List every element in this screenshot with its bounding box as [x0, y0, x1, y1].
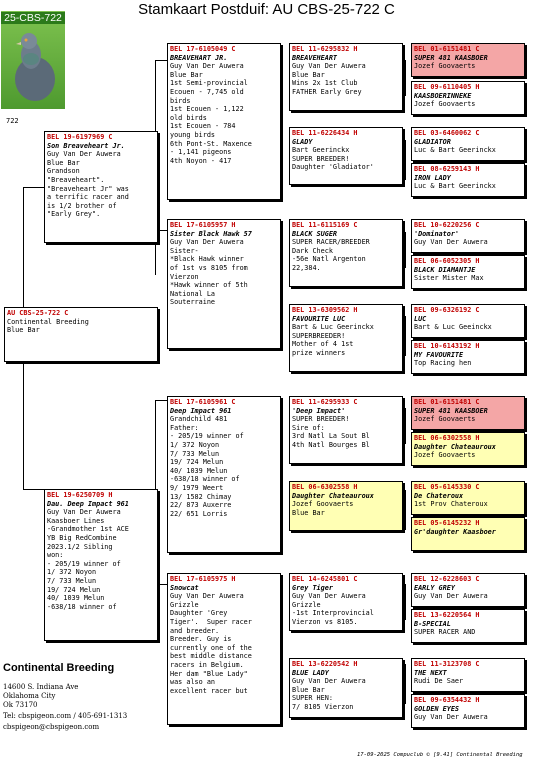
pedigree-card-gen5[interactable]: BEL 03-6460062 C GLADIATOR Luc & Bart Geerinckx	[411, 127, 525, 161]
photo-label: 25-CBS-722	[1, 12, 65, 24]
footer-text: 17-09-2025 Compuclub © [9.41] Continental Breeding	[357, 752, 523, 758]
pedigree-card-gen5[interactable]: BEL 05-6145330 C De Chateroux 1st Prov Chateroux	[411, 481, 525, 515]
pedigree-card-gen5[interactable]: BEL 09-6354432 H GOLDEN EYES Guy Van Der Auwera	[411, 694, 525, 728]
pedigree-card-gen5[interactable]: BEL 06-6052305 H BLACK DIAMANTJE Sister Mister Max	[411, 255, 525, 289]
photo-ring-number: 722	[6, 117, 19, 125]
pedigree-card-gen5[interactable]: BEL 12-6228603 C EARLY GREY Guy Van Der Auwera	[411, 573, 525, 607]
pedigree-card-gen5[interactable]: BEL 09-6326192 C LUC Bart & Luc Geeinckx	[411, 304, 525, 338]
pigeon-icon	[1, 11, 65, 109]
pedigree-card-gen5[interactable]: BEL 10-6220256 C 'Dominator' Guy Van Der Auwera	[411, 219, 525, 253]
sire-card[interactable]: BEL 19-6197969 C Son Breaveheart Jr. Guy Van Der Auwera Blue Bar Grandson "Breaveheart". "Breaveheart Jr" was a terrific racer and is 1/2 brother of "Early Grey".	[44, 131, 158, 243]
pigeon-photo	[1, 11, 65, 109]
pedigree-card-gen5[interactable]: BEL 10-6143192 H MY FAVOURITE Top Racing hen	[411, 340, 525, 374]
breeder-name: Continental Breeding	[3, 662, 115, 674]
breeder-email[interactable]: cbspigeon@cbspigeon.com	[3, 723, 100, 731]
pedigree-card-gen4[interactable]: BEL 11-6115169 C BLACK SUGER SUPER RACER/BREEDER Dark Check -56e Natl Argenton 22,384.	[289, 219, 403, 287]
breeder-state: Ok 73170	[3, 701, 38, 709]
pedigree-card-gen5[interactable]: BEL 06-6302558 H Daughter Chateauroux Jozef Goovaerts	[411, 432, 525, 466]
breeder-city: Oklahoma City	[3, 692, 56, 700]
pedigree-card-gen5[interactable]: BEL 11-3123708 C THE NEXT Rudi De Saer	[411, 658, 525, 692]
pedigree-card-gen4[interactable]: BEL 13-6309562 H FAVOURITE LUC Bart & Luc Geerinckx SUPERBREEDER! Mother of 4 1st prize winners	[289, 304, 403, 372]
pedigree-card-gen5[interactable]: BEL 05-6145232 H Gr'daughter Kaasboer	[411, 517, 525, 551]
pedigree-card-gen4[interactable]: BEL 11-6295933 C 'Deep Impact' SUPER BREEDER! Sire of: 3rd Natl La Sout Bl 4th Natl Bourges Bl	[289, 396, 403, 464]
subject-ring: AU CBS-25-722 C	[7, 309, 69, 317]
pedigree-card-gen4[interactable]: BEL 11-6295832 H BREAVEHEART Guy Van Der Auwera Blue Bar Wins 2x 1st Club FATHER Early Grey	[289, 43, 403, 111]
pedigree-card-gen5[interactable]: BEL 01-6151481 C SUPER 481 KAASBOER Jozef Goovaerts	[411, 43, 525, 77]
pedigree-card-gen4[interactable]: BEL 11-6226434 H GLADY Bart Geerinckx SUPER BREEDER! Daughter 'Gladiator'	[289, 127, 403, 185]
breeder-address: 14600 S. Indiana Ave	[3, 683, 79, 691]
pedigree-card-gen5[interactable]: BEL 08-6259143 H IRON LADY Luc & Bart Geerinckx	[411, 163, 525, 197]
dam-card[interactable]: BEL 19-6250709 H Dau. Deep Impact 961 Guy Van Der Auwera Kaasboer Lines -Grandmother 1st ACE YB Big RedCombine 2023.1/2 Sibling won: - 205/19 winner of 1/ 372 Noyon 7/ 733 Melun 19/ 724 Melun 40/ 1039 Melun -638/18 winner of	[44, 489, 158, 641]
pedigree-card-gen5[interactable]: BEL 13-6220564 H B-SPECIAL SUPER RACER AND	[411, 609, 525, 643]
pedigree-card-gen5[interactable]: BEL 09-6110405 H KAASBOERINNEKE Jozef Goovaerts	[411, 81, 525, 115]
pedigree-card-gen3[interactable]: BEL 17-6105049 C BREAVEHART JR. Guy Van Der Auwera Blue Bar 1st Semi-provincial Ecouen - 7,745 old birds 1st Ecouen - 1,122 old birds 1st Ecouen - 784 young birds 6th Pont-St. Maxence - 1,141 pigeons 4th Noyon - 417	[167, 43, 281, 200]
page-title: Stamkaart Postduif: AU CBS-25-722 C	[138, 1, 395, 18]
pedigree-card-gen3[interactable]: BEL 17-6105961 C Deep Impact 961 Grandchild 481 Father: - 205/19 winner of 1/ 372 Noyon 7/ 733 Melun 19/ 724 Melun 40/ 1039 Melun -638/18 winner of 9/ 1979 Weert 13/ 1582 Chimay 22/ 873 Auxerre 22/ 651 Lorris	[167, 396, 281, 553]
pedigree-card-gen4[interactable]: BEL 14-6245801 C Grey Tiger Guy Van Der Auwera Grizzle -1st Interprovincial Vierzon vs 8105.	[289, 573, 403, 631]
pedigree-card-gen4[interactable]: BEL 06-6302558 H Daughter Chateauroux Jozef Goovaerts Blue Bar	[289, 481, 403, 531]
pedigree-card-gen3[interactable]: BEL 17-6105957 H Sister Black Hawk 57 Guy Van Der Auwera Sister- *Black Hawk winner of 1st vs 8105 from Vierzon *Hawk winner of 5th National La Souterraine	[167, 219, 281, 349]
subject-card[interactable]: AU CBS-25-722 C Continental Breeding Blue Bar	[4, 307, 158, 362]
pedigree-card-gen3[interactable]: BEL 17-6105975 H Snowcat Guy Van Der Auwera Grizzle Daughter 'Grey Tiger'. Super racer and breeder. Breeder. Guy is currently one of the best middle distance racers in Belgium. Her dam "Blue Lady" was also an excellent racer but	[167, 573, 281, 725]
breeder-tel[interactable]: Tel: cbspigeon.com / 405-691-1313	[3, 712, 128, 720]
pedigree-card-gen4[interactable]: BEL 13-6220542 H BLUE LADY Guy Van Der Auwera Blue Bar SUPER HEN: 7/ 8105 Vierzon	[289, 658, 403, 718]
pedigree-card-gen5[interactable]: BEL 01-6151481 C SUPER 481 KAASBOER Jozef Goovaerts	[411, 396, 525, 430]
